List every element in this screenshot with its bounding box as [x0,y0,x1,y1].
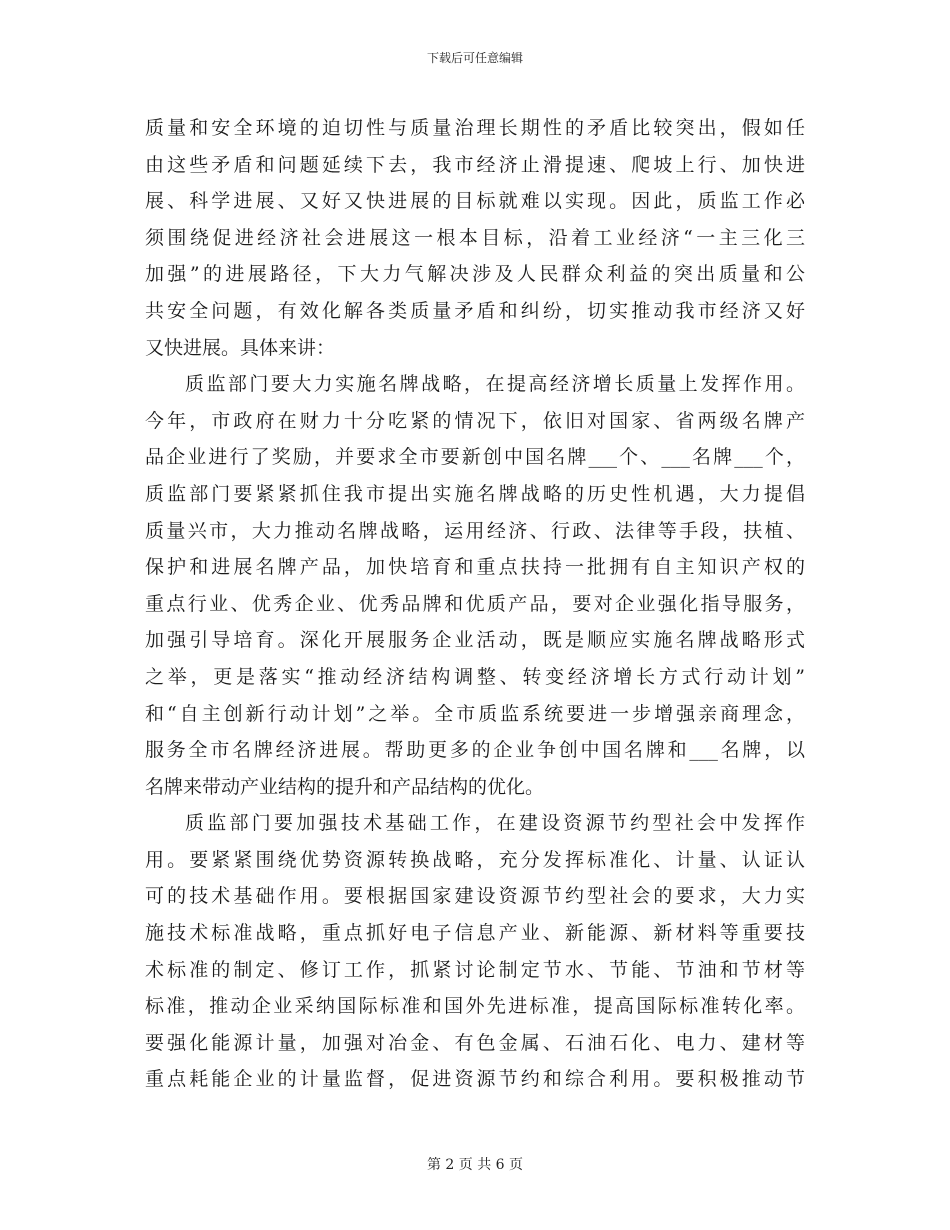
text-line: 用。要紧紧围绕优势资源转换战略，充分发挥标准化、计量、认证认 [145,848,805,871]
page-header: 下载后可任意编辑 [426,51,523,65]
text-line: 须围绕促进经济社会进展这一根本目标，沿着工业经济“一主三化三 [145,226,805,249]
paragraph-first-line: 质监部门要大力实施名牌战略，在提高经济增长质量上发挥作用。 [185,373,805,396]
text-line: 保护和进展名牌产品，加快培育和重点扶持一批拥有自主知识产权的 [145,556,805,579]
text-line: 重点行业、优秀企业、优秀品牌和优质产品，要对企业强化指导服务， [145,592,805,615]
text-line: 共安全问题，有效化解各类质量矛盾和纠纷，切实推动我市经济又好 [145,299,805,322]
text-line: 可的技术基础作用。要根据国家建设资源节约型社会的要求，大力实 [145,885,805,908]
text-line: 和“自主创新行动计划”之举。全市质监系统要进一步增强亲商理念， [145,702,805,725]
text-line: 品企业进行了奖励，并要求全市要新创中国名牌___个、___名牌___个， [145,446,805,469]
paragraph-first-line: 质监部门要加强技术基础工作，在建设资源节约型社会中发挥作 [185,812,805,835]
document-body [145,110,805,1098]
text-line: 质监部门要紧紧抓住我市提出实施名牌战略的历史性机遇，大力提倡 [145,482,805,505]
text-line: 又快进展。具体来讲： [145,336,336,359]
text-line: 之举，更是落实“推动经济结构调整、转变经济增长方式行动计划” [145,665,805,688]
text-line: 今年，市政府在财力十分吃紧的情况下，依旧对国家、省两级名牌产 [145,409,805,432]
text-line: 要强化能源计量，加强对冶金、有色金属、石油石化、电力、建材等 [145,1031,805,1054]
text-line: 加强”的进展路径，下大力气解决涉及人民群众利益的突出质量和公 [145,263,805,286]
text-line: 标准，推动企业采纳国际标准和国外先进标准，提高国际标准转化率。 [145,995,805,1018]
text-line: 质量兴市，大力推动名牌战略，运用经济、行政、法律等手段，扶植、 [145,519,805,542]
text-line: 名牌来带动产业结构的提升和产品结构的优化。 [145,775,545,798]
text-line: 重点耗能企业的计量监督，促进资源节约和综合利用。要积极推动节 [145,1068,805,1091]
text-line: 施技术标准战略，重点抓好电子信息产业、新能源、新材料等重要技 [145,922,805,945]
text-line: 由这些矛盾和问题延续下去，我市经济止滑提速、爬坡上行、加快进 [145,153,805,176]
page-number-footer: 第 2 页 共 6 页 [426,1157,524,1173]
text-line: 服务全市名牌经济进展。帮助更多的企业争创中国名牌和___名牌，以 [145,739,805,762]
text-line: 展、科学进展、又好又快进展的目标就难以实现。因此，质监工作必 [145,190,805,213]
text-line: 质量和安全环境的迫切性与质量治理长期性的矛盾比较突出，假如任 [145,117,805,139]
text-line: 加强引导培育。深化开展服务企业活动，既是顺应实施名牌战略形式 [145,629,805,652]
text-line: 术标准的制定、修订工作，抓紧讨论制定节水、节能、节油和节材等 [145,958,805,981]
